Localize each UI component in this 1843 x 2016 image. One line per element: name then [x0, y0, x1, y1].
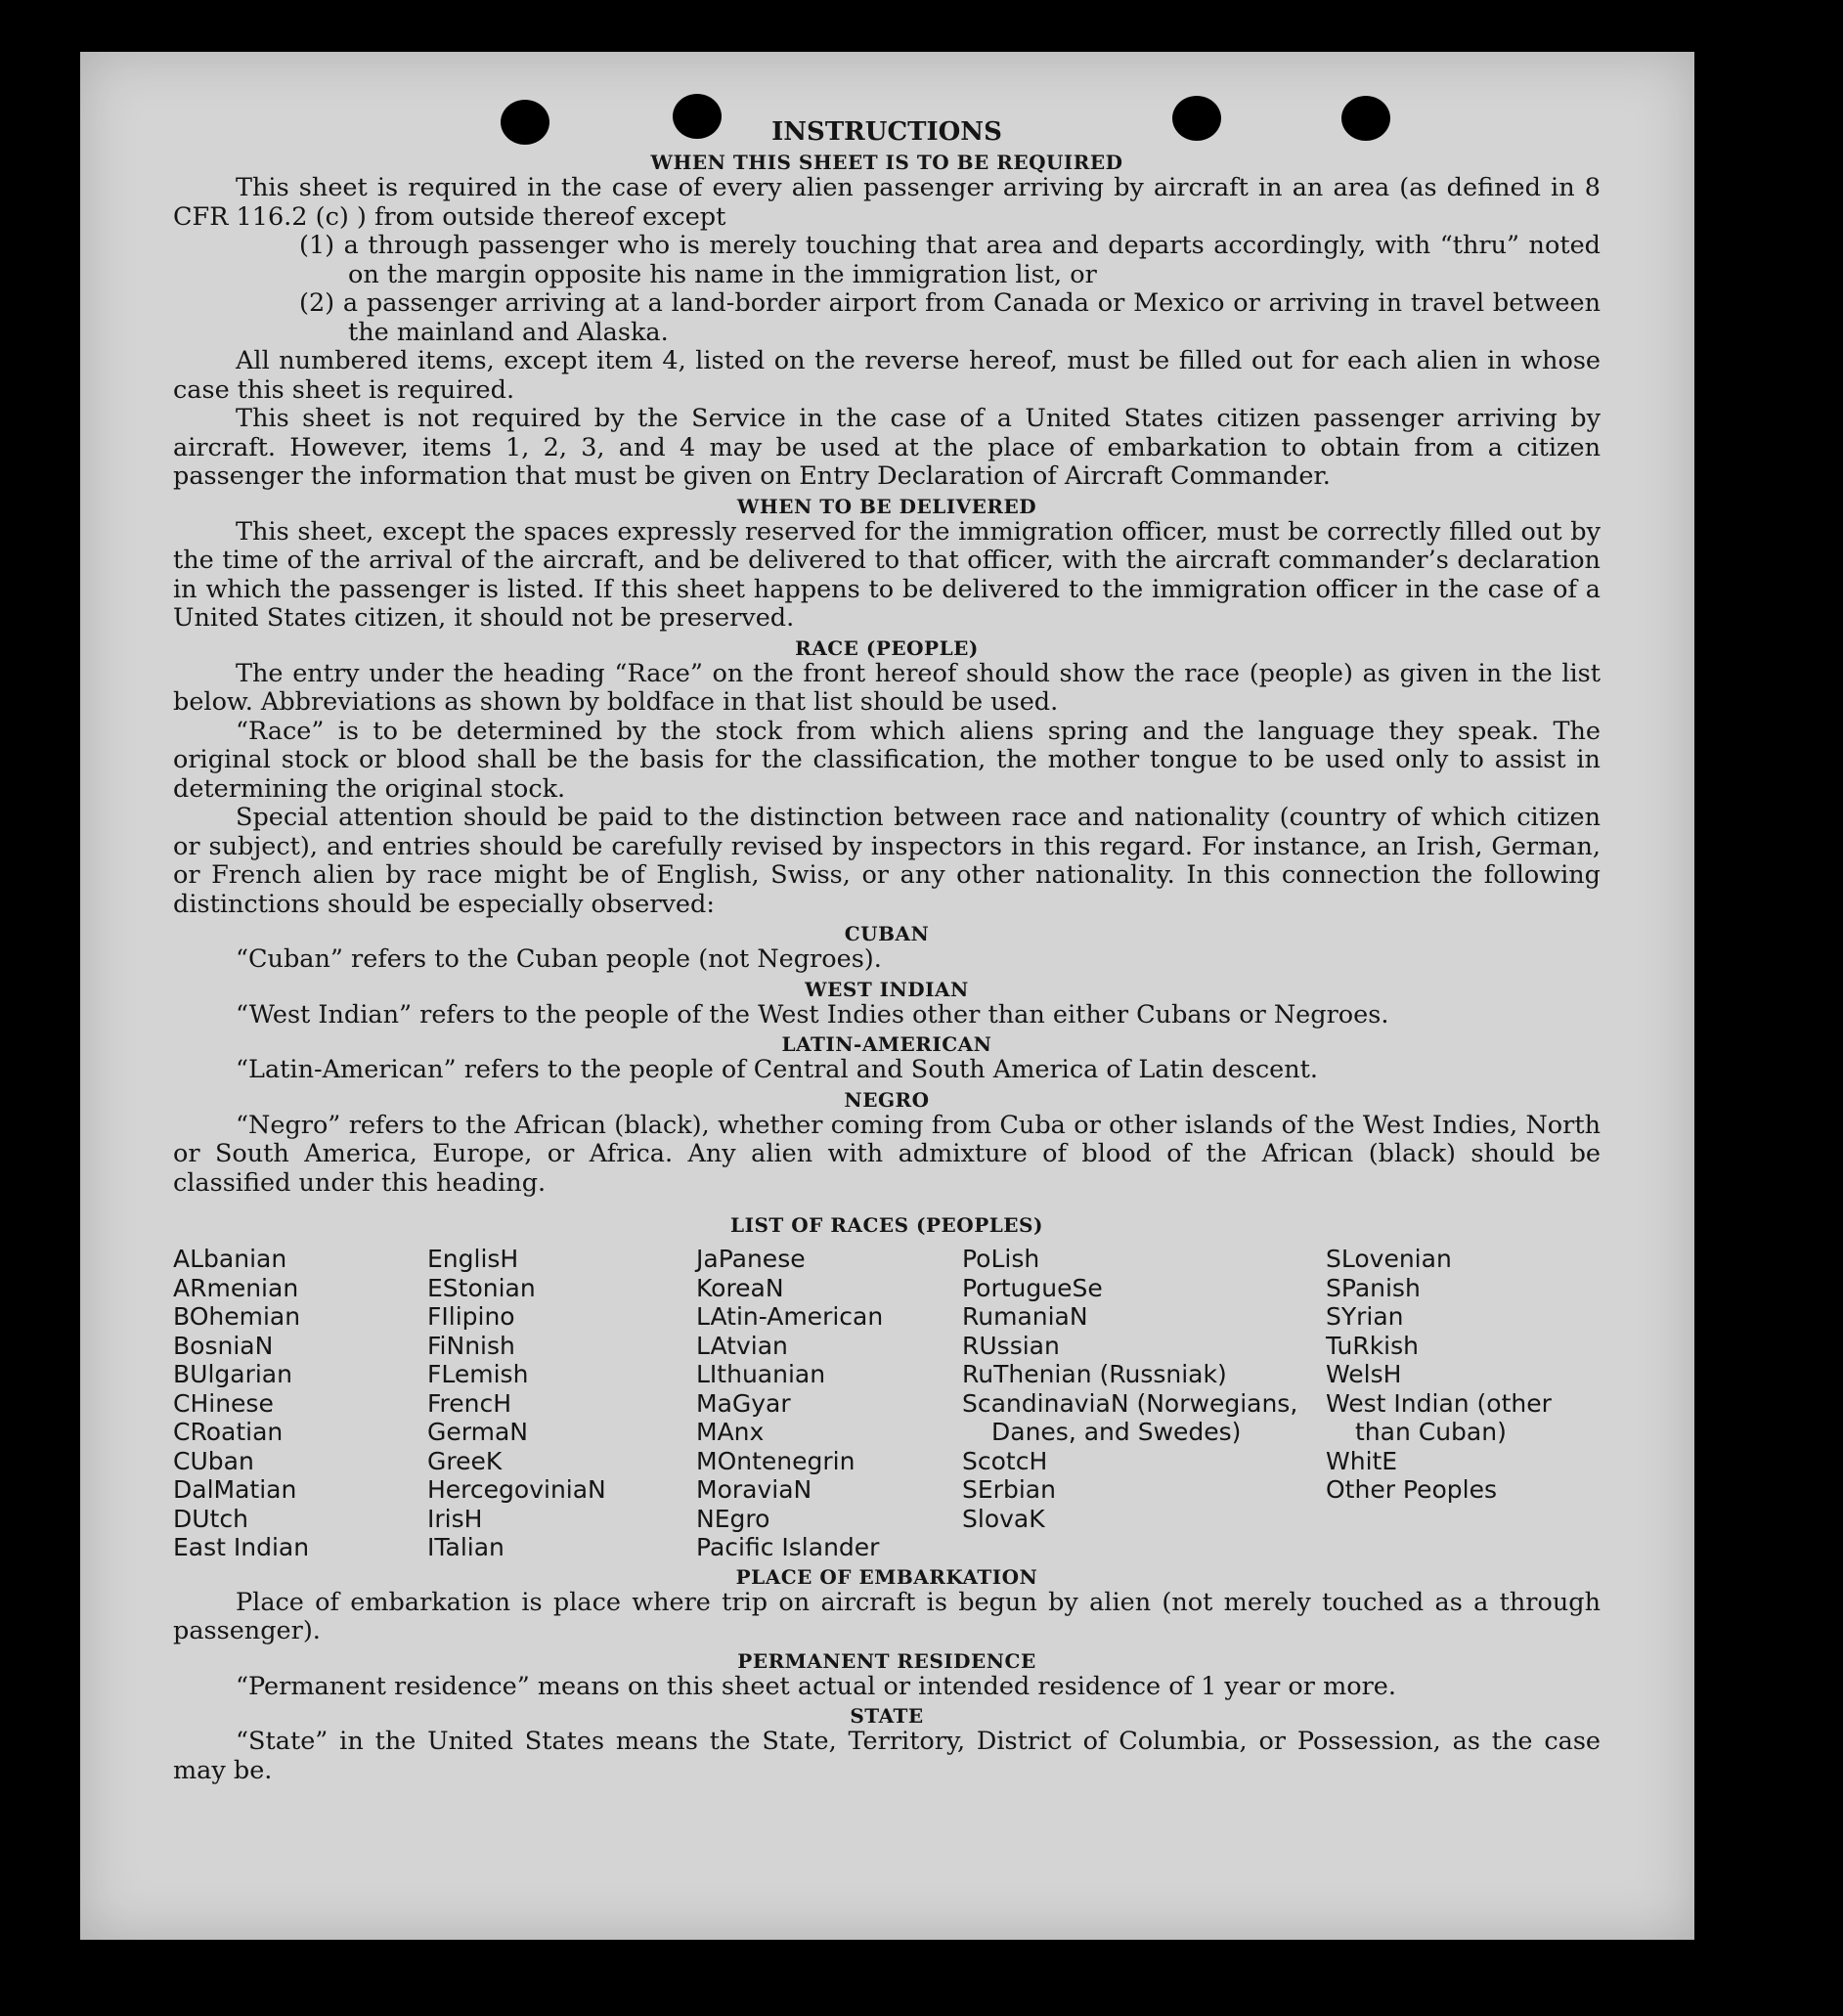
race-item: MoraviaN — [696, 1475, 812, 1504]
race-item: BOhemian — [173, 1302, 301, 1331]
paragraph: The entry under the heading “Race” on the front hereof should show the race (people) as given in the list below. Abbreviations as shown by boldface in that list should be used. — [173, 658, 1601, 717]
race-item: CRoatian — [173, 1418, 284, 1446]
races-list — [173, 1245, 1601, 1562]
race-item: EnglisH — [427, 1245, 519, 1273]
race-item: CHinese — [173, 1388, 274, 1418]
paragraph: All numbered items, except item 4, listed on the reverse hereof, must be filled out for each alien in whose case this sheet is required. — [173, 346, 1601, 405]
race-item: PortugueSe — [962, 1273, 1103, 1302]
race-item: SErbian — [962, 1475, 1056, 1504]
race-item: ScandinaviaN (Norwegians, Danes, and Swedes) — [962, 1388, 1298, 1446]
paragraph: Special attention should be paid to the distinction between race and nationality (country of which citizen or subject), and entries should be carefully revised by inspectors in this regard. For instance, an Irish, German, or French alien by race might be of English, Swiss, or any other nationality. In this connection the following distinctions should be especially observed: — [173, 803, 1601, 919]
paragraph: “Negro” refers to the African (black), whether coming from Cuba or other islands of the West Indies, North or South America, Europe, or Africa. Any alien with admixture of blood of the African (black) should be classified under this heading. — [173, 1110, 1601, 1198]
race-item: FrencH — [427, 1388, 512, 1418]
section-heading: WEST INDIAN — [805, 977, 969, 1001]
race-item: PoLish — [962, 1245, 1040, 1273]
section-heading: LATIN-AMERICAN — [781, 1032, 992, 1056]
section-heading: CUBAN — [844, 922, 930, 945]
paragraph: Place of embarkation is place where trip on aircraft is begun by alien (not merely touched as a through passenger). — [173, 1587, 1601, 1645]
paragraph: “Cuban” refers to the Cuban people (not Negroes). — [236, 944, 882, 974]
race-item: ALbanian — [173, 1245, 287, 1273]
paragraph: This sheet, except the spaces expressly reserved for the immigration officer, must be correctly filled out by the time of the arrival of the aircraft, and be delivered to that officer, with the aircraft commander’s declaration in which the passenger is listed. If this sheet happens to be delivered to the immigration officer in the case of a United States citizen, it should not be preserved. — [173, 516, 1601, 633]
races-column — [427, 1245, 696, 1562]
section-heading: PERMANENT RESIDENCE — [737, 1648, 1036, 1673]
list-item: (2) a passenger arriving at a land-border airport from Canada or Mexico or arriving in travel between the mainland and Alaska. — [299, 288, 1601, 347]
page-title: INSTRUCTIONS — [771, 117, 1002, 147]
races-column — [173, 1245, 427, 1562]
race-item: FLemish — [427, 1360, 529, 1388]
race-item: ITalian — [427, 1533, 505, 1561]
races-heading: LIST OF RACES (PEOPLES) — [730, 1213, 1043, 1237]
race-item: FiNnish — [427, 1331, 515, 1360]
race-item: ARmenian — [173, 1273, 299, 1302]
race-item: NEgro — [696, 1504, 770, 1533]
race-item: TuRkish — [1326, 1331, 1419, 1360]
race-item: LAtin-American — [696, 1302, 884, 1331]
race-item: RUssian — [962, 1331, 1060, 1360]
race-item: MaGyar — [696, 1388, 791, 1418]
race-item: Other Peoples — [1326, 1475, 1498, 1504]
race-item: DalMatian — [173, 1475, 297, 1504]
race-item: MAnx — [696, 1418, 765, 1446]
paragraph: “Latin-American” refers to the people of Central and South America of Latin descent. — [236, 1055, 1319, 1084]
race-item: SLovenian — [1326, 1245, 1452, 1273]
paragraph: This sheet is not required by the Service in the case of a United States citizen passenger arriving by aircraft. However, items 1, 2, 3, and 4 may be used at the place of embarkation to obtain from a citizen passenger the information that must be given on Entry Declaration of Aircraft Commander. — [173, 404, 1601, 491]
race-item: Pacific Islander — [696, 1533, 880, 1561]
race-item: SPanish — [1326, 1273, 1421, 1302]
race-item: LIthuanian — [696, 1360, 826, 1388]
race-item: HercegoviniaN — [427, 1475, 606, 1504]
paragraph: “Permanent residence” means on this sheet actual or intended residence of 1 year or more. — [236, 1671, 1396, 1701]
paragraph: “West Indian” refers to the people of the West Indies other than either Cubans or Negroes. — [236, 999, 1389, 1030]
race-item: GermaN — [427, 1418, 528, 1446]
race-item: FIlipino — [427, 1302, 515, 1331]
race-item: EStonian — [427, 1273, 536, 1302]
race-item: ScotcH — [962, 1446, 1048, 1475]
race-item: MOntenegrin — [696, 1446, 856, 1475]
paragraph: “State” in the United States means the State, Territory, District of Columbia, or Possession, as the case may be. — [173, 1727, 1601, 1785]
section-heading: WHEN TO BE DELIVERED — [736, 494, 1037, 518]
race-item: BosniaN — [173, 1331, 274, 1360]
race-item: KoreaN — [696, 1273, 784, 1302]
instructions-content — [173, 117, 1601, 1785]
paragraph: “Race” is to be determined by the stock from which aliens spring and the language they speak. The original stock or blood shall be the basis for the classification, the mother tongue to be used only to assist in determining the original stock. — [173, 716, 1601, 804]
race-item: JaPanese — [696, 1245, 806, 1273]
race-item: RuThenian (Russniak) — [962, 1360, 1227, 1388]
race-item: DUtch — [173, 1504, 248, 1533]
race-item: GreeK — [427, 1446, 503, 1475]
race-item: BUlgarian — [173, 1360, 292, 1388]
race-item: CUban — [173, 1446, 254, 1475]
document-sheet — [80, 52, 1694, 1940]
races-column — [962, 1245, 1326, 1562]
section-heading: RACE (PEOPLE) — [795, 635, 979, 660]
race-item: WelsH — [1326, 1360, 1402, 1388]
race-item: RumaniaN — [962, 1302, 1088, 1331]
paragraph: This sheet is required in the case of every alien passenger arriving by aircraft in an area (as defined in 8 CFR 116.2 (c) ) from outside thereof except — [173, 173, 1601, 232]
race-item: SlovaK — [962, 1504, 1045, 1533]
race-item: SYrian — [1326, 1302, 1404, 1331]
list-item: (1) a through passenger who is merely touching that area and departs accordingly, with “thru” noted on the margin opposite his name in the immigration list, or — [299, 231, 1601, 289]
race-item: East Indian — [173, 1533, 310, 1561]
races-column — [1326, 1245, 1601, 1562]
race-item: WhitE — [1326, 1446, 1398, 1475]
section-heading: NEGRO — [844, 1087, 930, 1112]
race-item: IrisH — [427, 1504, 483, 1533]
race-item: West Indian (other than Cuban) — [1326, 1388, 1552, 1446]
races-column — [696, 1245, 962, 1562]
race-item: LAtvian — [696, 1331, 788, 1360]
section-heading: STATE — [850, 1704, 924, 1728]
section-heading: WHEN THIS SHEET IS TO BE REQUIRED — [650, 151, 1123, 174]
section-heading: PLACE OF EMBARKATION — [735, 1564, 1038, 1589]
